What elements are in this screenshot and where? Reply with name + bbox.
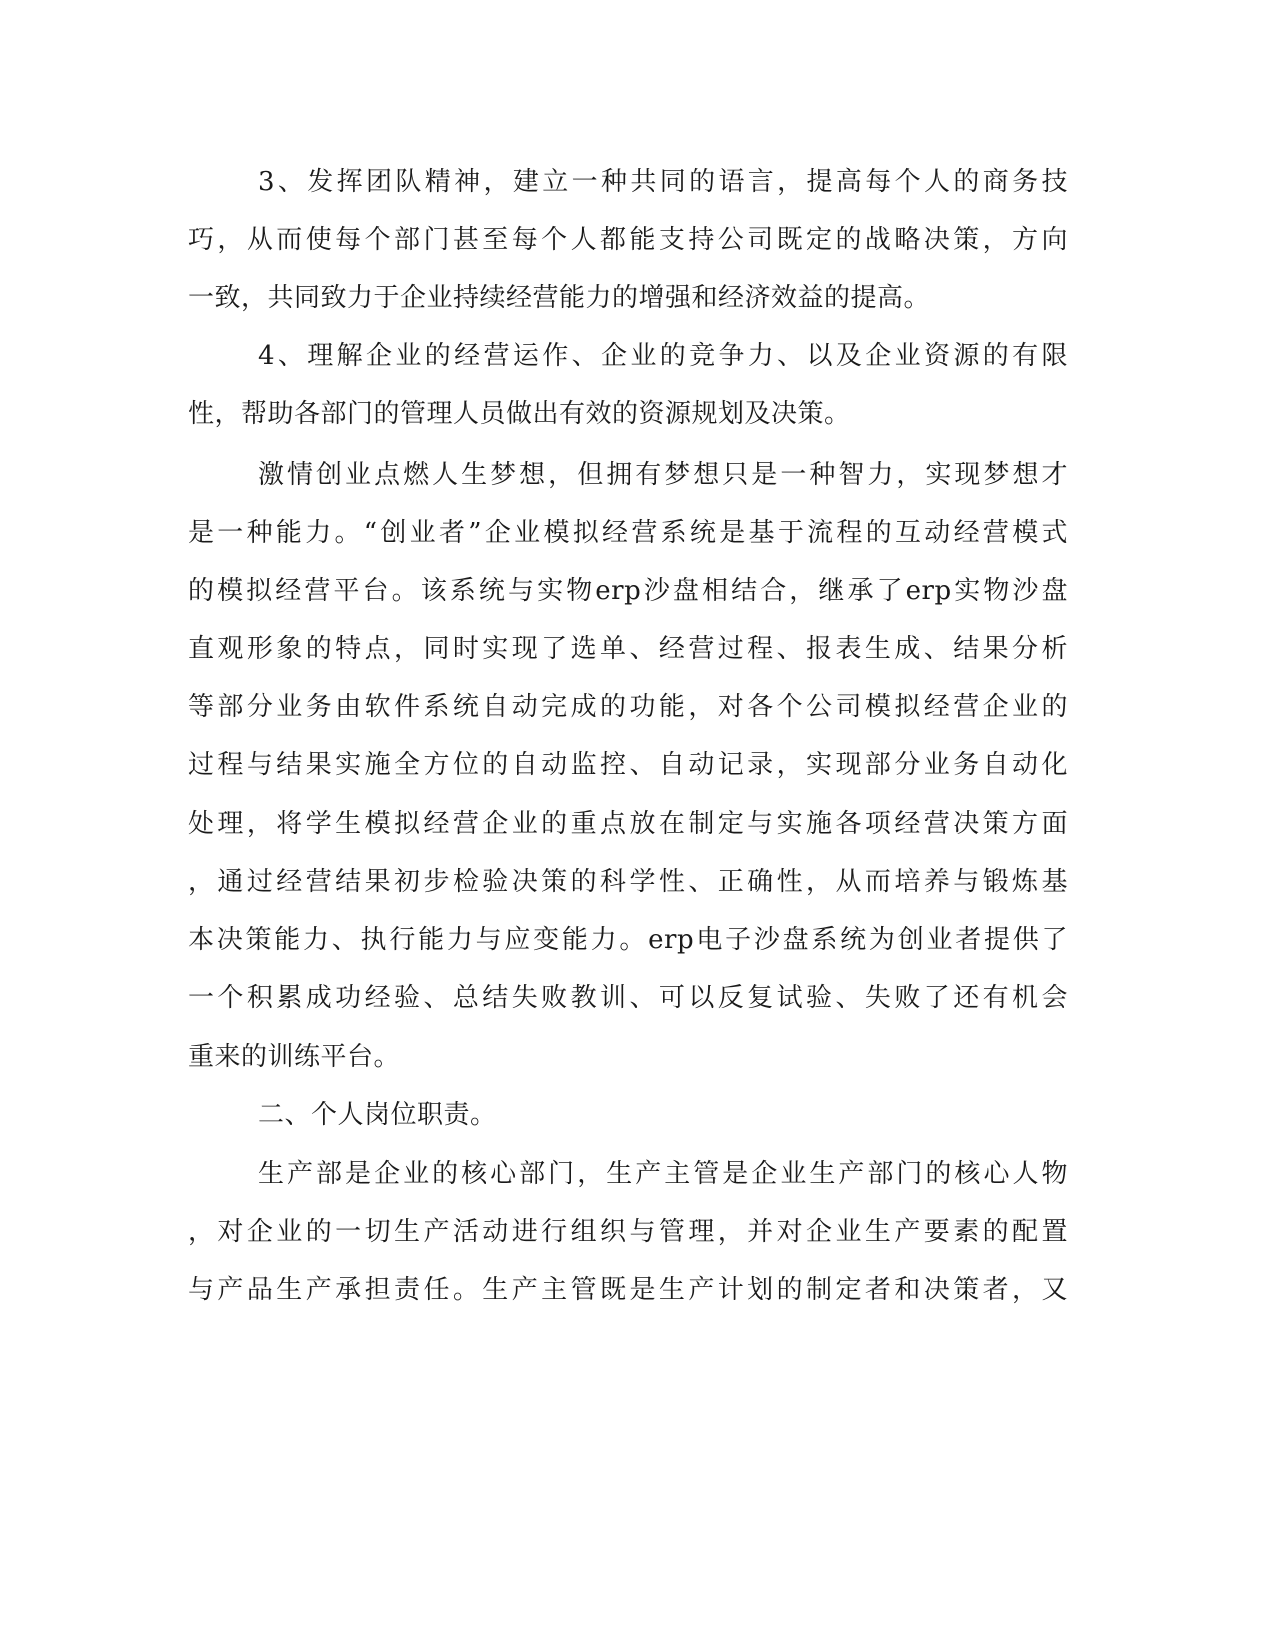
text-line: 过程与结果实施全方位的自动监控、自动记录，实现部分业务自动化 (188, 750, 1068, 780)
text-line: 的模拟经营平台。该系统与实物erp沙盘相结合，继承了erp实物沙盘 (188, 576, 1068, 606)
text-line: ，对企业的一切生产活动进行组织与管理，并对企业生产要素的配置 (188, 1217, 1068, 1247)
text-line: 一致，共同致力于企业持续经营能力的增强和经济效益的提高。 (188, 283, 931, 313)
text-line: 是一种能力。“创业者”企业模拟经营系统是基于流程的互动经营模式 (188, 518, 1068, 548)
text-line: 性，帮助各部门的管理人员做出有效的资源规划及决策。 (188, 399, 851, 429)
text-line: 生产部是企业的核心部门，生产主管是企业生产部门的核心人物 (258, 1159, 1068, 1189)
text-line: 3、发挥团队精神，建立一种共同的语言，提高每个人的商务技 (258, 167, 1068, 197)
text-line: 等部分业务由软件系统自动完成的功能，对各个公司模拟经营企业的 (188, 692, 1068, 722)
text-line: 直观形象的特点，同时实现了选单、经营过程、报表生成、结果分析 (188, 634, 1068, 664)
text-line: 与产品生产承担责任。生产主管既是生产计划的制定者和决策者，又 (188, 1275, 1068, 1305)
text-line: 一个积累成功经验、总结失败教训、可以反复试验、失败了还有机会 (188, 983, 1068, 1013)
text-line: 激情创业点燃人生梦想，但拥有梦想只是一种智力，实现梦想才 (258, 460, 1068, 490)
text-line: 4、理解企业的经营运作、企业的竞争力、以及企业资源的有限 (258, 341, 1068, 371)
text-line: 处理，将学生模拟经营企业的重点放在制定与实施各项经营决策方面 (188, 809, 1068, 839)
text-line: ，通过经营结果初步检验决策的科学性、正确性，从而培养与锻炼基 (188, 867, 1068, 897)
text-line: 巧，从而使每个部门甚至每个人都能支持公司既定的战略决策，方向 (188, 225, 1068, 255)
text-line: 本决策能力、执行能力与应变能力。erp电子沙盘系统为创业者提供了 (188, 925, 1068, 955)
text-line: 重来的训练平台。 (188, 1042, 401, 1072)
section-heading: 二、个人岗位职责。 (258, 1100, 497, 1130)
